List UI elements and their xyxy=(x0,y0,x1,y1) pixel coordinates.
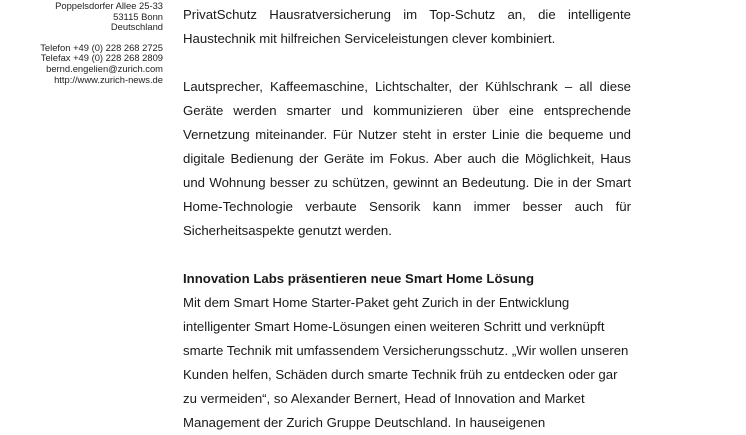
contact-block xyxy=(0,1,163,85)
email-link[interactable]: bernd.engelien@zurich.com xyxy=(46,62,163,74)
section-heading: Innovation Labs präsentieren neue Smart Home Lösung xyxy=(183,271,534,286)
website-link[interactable]: http://www.zurich-news.de xyxy=(54,73,163,85)
fax-number: Telefax +49 (0) 228 268 2809 xyxy=(40,52,163,64)
address-street: Poppelsdorfer Allee 25-33 xyxy=(55,0,163,11)
paragraph-innovation-labs: Mit dem Smart Home Starter-Paket geht Zurich in der Entwicklung intelligenter Smart Home-Lösungen einen weiteren Schritt und verknüpft smarte Technik mit umfassendem Versicherungsschutz. „Wir wollen unseren Kunden helfen, Schäden durch smarte Technik früh zu entdecken oder gar zu vermeiden“, so Alexander Bernert, Head of Innovation and Market Management der Zurich Gruppe Deutschland. In hauseigenen xyxy=(183,295,629,430)
paragraph-smart-devices: Lautsprecher, Kaffeemaschine, Lichtschalter, der Kühlschrank – all diese Geräte werden smarter und kommunizieren über eine entsprechende Vernetzung miteinander. Für Nutzer steht in erster Linie die bequeme und digitale Bedienung der Geräte im Fokus. Aber auch die Möglichkeit, Haus und Wohnung besser zu schützen, gewinnt an Bedeutung. Die in der Smart Home-Technologie verbaute Sensorik kann immer besser auch für Sicherheitsaspekte genutzt werden. xyxy=(183,79,631,238)
paragraph-intro: PrivatSchutz Hausratversicherung im Top-Schutz an, die intelligente Haustechnik mit hilfreichen Serviceleistungen clever kombiniert. xyxy=(183,7,631,46)
phone-number: Telefon +49 (0) 228 268 2725 xyxy=(40,41,163,53)
paragraph-spacer xyxy=(183,243,631,267)
paragraph-spacer xyxy=(183,51,631,75)
address-city: 53115 Bonn xyxy=(113,10,163,22)
article-body xyxy=(183,3,631,435)
address-country: Deutschland xyxy=(110,21,163,33)
